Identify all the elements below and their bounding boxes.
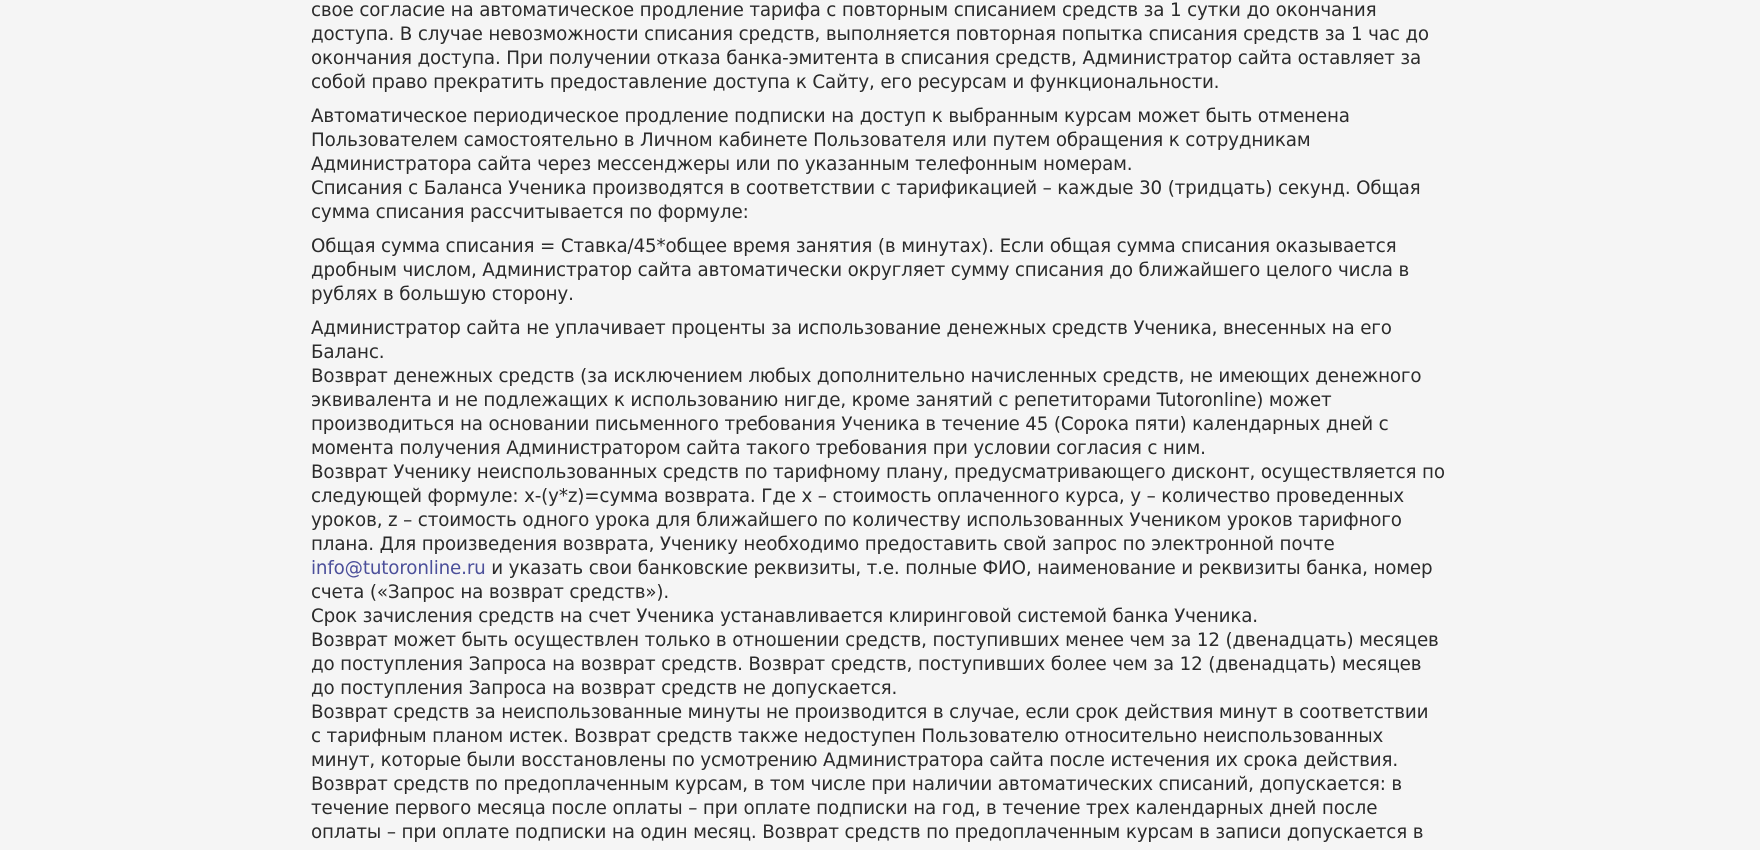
text-line: минут, которые были восстановлены по усмотрению Администратора сайта после истечения их срока действия. xyxy=(311,750,1398,771)
text-line: Списания с Баланса Ученика производятся в соответствии с тарификацией – каждые 30 (тридцать) секунд. Общая xyxy=(311,178,1421,199)
text-line: окончания доступа. При получении отказа банка-эмитента в списания средств, Администратор сайта оставляет за xyxy=(311,48,1422,69)
paragraph-clearing-time xyxy=(311,605,1471,629)
text-line: сумма списания рассчитывается по формуле: xyxy=(311,202,749,223)
paragraph-prepaid-courses-refund xyxy=(311,773,1471,845)
text-line: доступа. В случае невозможности списания средств, выполняется повторная попытка списания средств за 1 час до xyxy=(311,24,1429,45)
text-line: Администратора сайта через мессенджеры или по указанным телефонным номерам. xyxy=(311,154,1133,175)
text-line: счета («Запрос на возврат средств»). xyxy=(311,582,670,603)
text-line: Баланс. xyxy=(311,342,385,363)
paragraph-balance-charges xyxy=(311,177,1471,225)
support-email-link[interactable]: info@tutoronline.ru xyxy=(311,558,486,579)
paragraph-refund-12-months xyxy=(311,629,1471,701)
text-line: Возврат Ученику неиспользованных средств по тарифному плану, предусматривающего дисконт, осуществляется по xyxy=(311,462,1445,483)
text-line: дробным числом, Администратор сайта автоматически округляет сумму списания до ближайшего целого числа в xyxy=(311,260,1410,281)
text-line: до поступления Запроса на возврат средств не допускается. xyxy=(311,678,898,699)
text-line-with-email xyxy=(311,557,1471,581)
paragraph-cancel-subscription xyxy=(311,105,1471,177)
text-line: свое согласие на автоматическое продление тарифа с повторным списанием средств за 1 сутки до окончания xyxy=(311,0,1377,21)
text-line: рублях в большую сторону. xyxy=(311,284,574,305)
paragraph-no-interest xyxy=(311,317,1471,365)
text-line: Возврат средств за неиспользованные минуты не производится в случае, если срок действия минут в соответствии xyxy=(311,702,1429,723)
text-line: течение первого месяца после оплаты – при оплате подписки на год, в течение трех календарных дней после xyxy=(311,798,1378,819)
text-line: Администратор сайта не уплачивает проценты за использование денежных средств Ученика, внесенных на его xyxy=(311,318,1392,339)
text-line: с тарифным планом истек. Возврат средств также недоступен Пользователю относительно неиспользованных xyxy=(311,726,1384,747)
text-line: плана. Для произведения возврата, Ученику необходимо предоставить свой запрос по электронной почте xyxy=(311,534,1335,555)
text-line: оплаты – при оплате подписки на один месяц. Возврат средств по предоплаченным курсам в записи допускается в xyxy=(311,822,1424,843)
text-line: производиться на основании письменного требования Ученика в течение 45 (Сорока пяти) календарных дней с xyxy=(311,414,1389,435)
text-line: Возврат может быть осуществлен только в отношении средств, поступивших менее чем за 12 (двенадцать) месяцев xyxy=(311,630,1439,651)
text-line: эквивалента и не подлежащих к использованию нигде, кроме занятий с репетиторами Tutoronline) может xyxy=(311,390,1332,411)
text-line: Срок зачисления средств на счет Ученика устанавливается клиринговой системой банка Ученика. xyxy=(311,606,1258,627)
text-line: Общая сумма списания = Ставка/45*общее время занятия (в минутах). Если общая сумма списания оказывается xyxy=(311,236,1397,257)
text-line: Возврат денежных средств (за исключением любых дополнительно начисленных средств, не имеющих денежного xyxy=(311,366,1422,387)
text-after-email: и указать свои банковские реквизиты, т.е. полные ФИО, наименование и реквизиты банка, номер xyxy=(485,558,1433,579)
paragraph-refund-formula xyxy=(311,461,1471,605)
text-line: следующей формуле: x-(y*z)=сумма возврата. Где x – стоимость оплаченного курса, y – количество проведенных xyxy=(311,486,1405,507)
document-body xyxy=(311,0,1471,845)
text-line: до поступления Запроса на возврат средств. Возврат средств, поступивших более чем за 12 (двенадцать) месяцев xyxy=(311,654,1422,675)
paragraph-charge-formula xyxy=(311,235,1471,307)
paragraph-refund-request xyxy=(311,365,1471,461)
text-line: Пользователем самостоятельно в Личном кабинете Пользователя или путем обращения к сотрудникам xyxy=(311,130,1311,151)
paragraph-unused-minutes xyxy=(311,701,1471,773)
paragraph-auto-renewal-terms xyxy=(311,0,1471,95)
text-line: Возврат средств по предоплаченным курсам, в том числе при наличии автоматических списаний, допускается: в xyxy=(311,774,1402,795)
text-line: Автоматическое периодическое продление подписки на доступ к выбранным курсам может быть отменена xyxy=(311,106,1350,127)
text-line: момента получения Администратором сайта такого требования при условии согласия с ним. xyxy=(311,438,1206,459)
text-line: собой право прекратить предоставление доступа к Сайту, его ресурсам и функциональности. xyxy=(311,72,1220,93)
text-line: уроков, z – стоимость одного урока для ближайшего по количеству использованных Учеником уроков тарифного xyxy=(311,510,1402,531)
